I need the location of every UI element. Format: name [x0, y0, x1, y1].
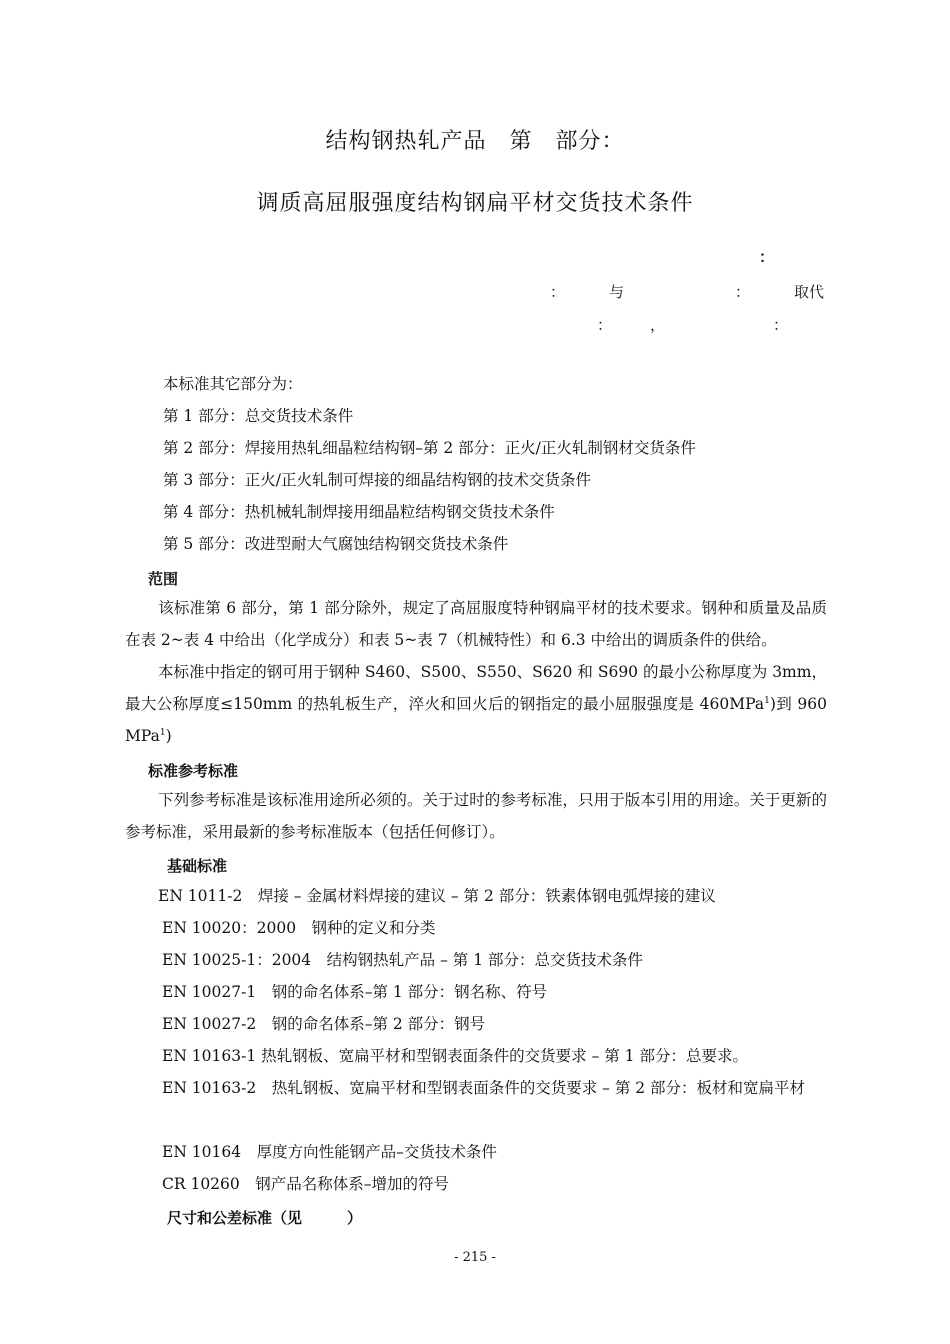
- list-item: 第 4 部分：热机械轧制焊接用细晶粒结构钢交货技术条件: [163, 503, 555, 521]
- meta-colon: ：: [759, 248, 775, 266]
- paragraph-text: )到 960 MPa: [125, 695, 827, 745]
- references-paragraph: [125, 784, 827, 848]
- page-number: - 215 -: [454, 1250, 496, 1265]
- document-title-line2: 调质高屈服强度结构钢扁平材交货技术条件: [256, 191, 694, 216]
- reference-item: EN 10164 厚度方向性能钢产品–交货技术条件: [162, 1143, 497, 1161]
- list-item: 第 2 部分：焊接用热轧细晶粒结构钢–第 2 部分：正火/正火轧制钢材交货条件: [163, 439, 696, 457]
- subheading-dimension-standards: 尺寸和公差标准（见 ）: [167, 1209, 363, 1227]
- reference-item: EN 10020：2000 钢种的定义和分类: [162, 919, 436, 937]
- reference-item-long: EN 10163-2 热轧钢板、宽扁平材和型钢表面条件的交货要求 – 第 2 部分：板材和宽扁平材: [162, 1079, 806, 1097]
- reference-item: EN 10027-1 钢的命名体系–第 1 部分：钢名称、符号: [162, 983, 548, 1001]
- subheading-basic-standards: 基础标准: [167, 857, 228, 875]
- meta-replace-text: 取代: [794, 283, 825, 301]
- list-item: 第 5 部分：改进型耐大气腐蚀结构钢交货技术条件: [163, 535, 509, 553]
- paragraph-text: ): [165, 727, 172, 745]
- section-heading-references: 标准参考标准: [148, 762, 239, 780]
- footnote-ref: 1: [764, 695, 770, 706]
- meta-colon: ：: [735, 283, 751, 301]
- section-heading-scope: 范围: [148, 570, 179, 588]
- meta-with-text: 与: [609, 283, 625, 301]
- reference-item: CR 10260 钢产品名称体系–增加的符号: [162, 1175, 450, 1193]
- paragraph-text: 本标准中指定的钢可用于钢种 S460、S500、S550、S620 和 S690 的最小公称厚度为 3mm，最大公称厚度≤150mm 的热轧板生产，淬火和回火后的钢指定的最小屈服强度是 460MPa: [125, 663, 827, 713]
- scope-paragraph-2: [125, 656, 827, 752]
- reference-item: EN 10027-2 钢的命名体系–第 2 部分：钢号: [162, 1015, 486, 1033]
- reference-item: EN 10025-1：2004 结构钢热轧产品 – 第 1 部分：总交货技术条件: [162, 951, 643, 969]
- meta-colon: ：: [773, 316, 789, 334]
- meta-comma: ，: [650, 316, 666, 334]
- reference-item: EN 1011-2 焊接 – 金属材料焊接的建议 – 第 2 部分：铁素体钢电弧焊接的建议: [158, 887, 716, 905]
- document-title-line1: 结构钢热轧产品 第 部分：: [325, 129, 625, 154]
- footnote-ref: 1: [159, 727, 166, 738]
- list-item: 第 1 部分：总交货技术条件: [163, 407, 354, 425]
- parts-intro: 本标准其它部分为：: [163, 375, 303, 393]
- reference-item: EN 10163-1 热轧钢板、宽扁平材和型钢表面条件的交货要求 – 第 1 部分：总要求。: [162, 1047, 748, 1065]
- meta-colon: ：: [597, 316, 613, 334]
- meta-colon: ：: [550, 283, 566, 301]
- list-item: 第 3 部分：正火/正火轧制可焊接的细晶结构钢的技术交货条件: [163, 471, 591, 489]
- paragraph-text: 下列参考标准是该标准用途所必须的。关于过时的参考标准，只用于版本引用的用途。关于更新的参考标准，采用最新的参考标准版本（包括任何修订）。: [125, 791, 827, 841]
- paragraph-text: 该标准第 6 部分，第 1 部分除外，规定了高屈服度特种钢扁平材的技术要求。钢种和质量及品质在表 2~表 4 中给出（化学成分）和表 5~表 7（机械特性）和 6.3 中给出的调质条件的供给。: [125, 599, 827, 649]
- scope-paragraph-1: [125, 592, 827, 656]
